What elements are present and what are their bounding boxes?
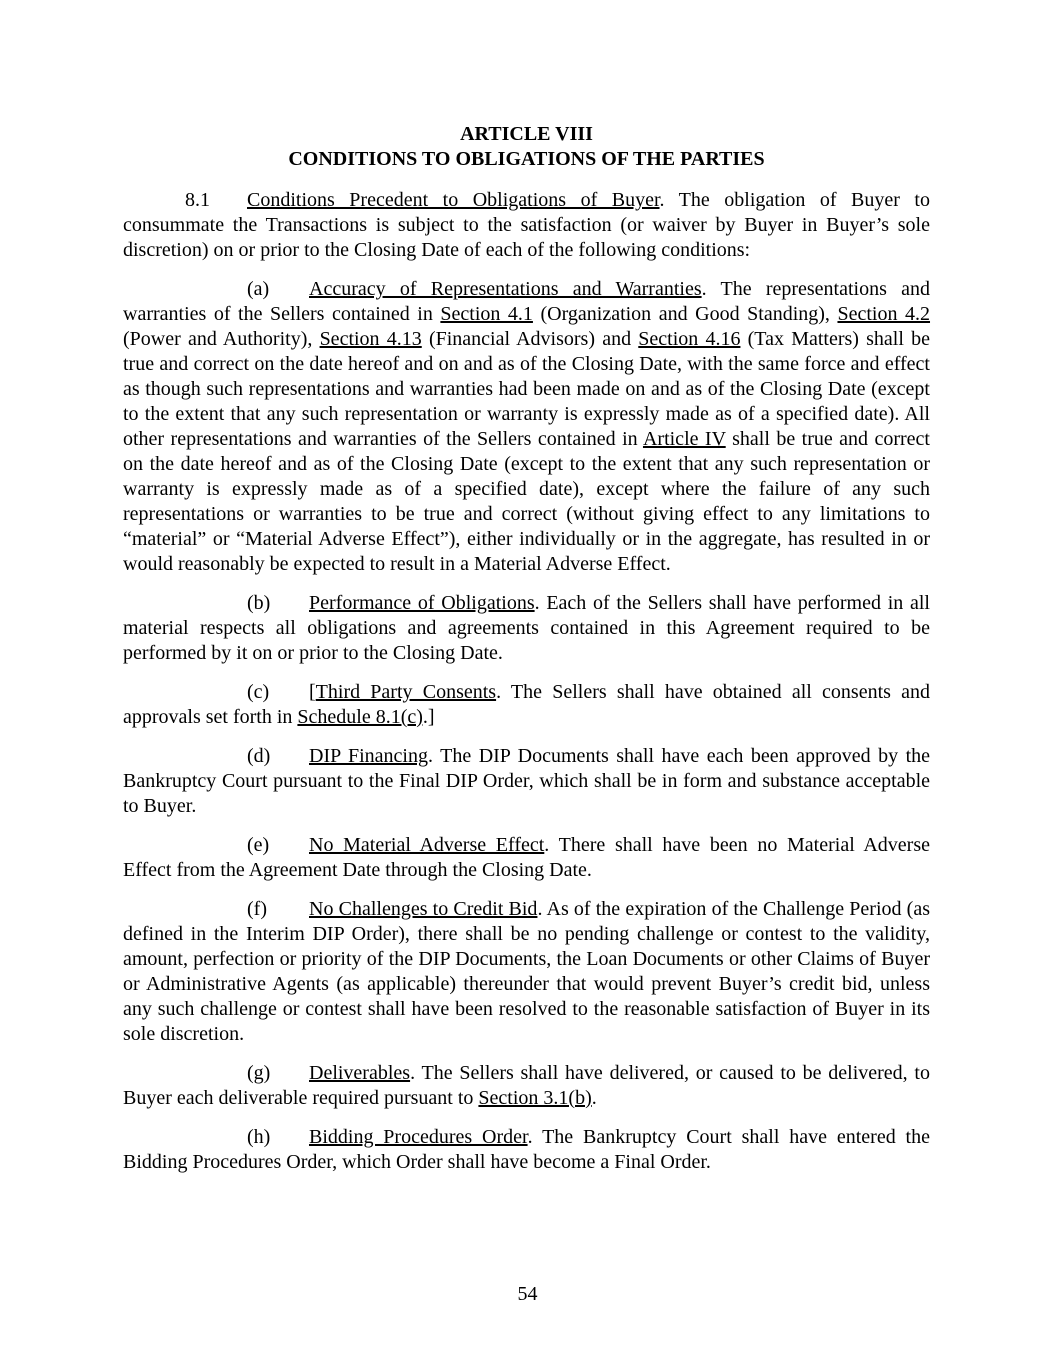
clause-heading: Bidding Procedures Order	[309, 1126, 528, 1148]
clause-heading: Accuracy of Representations and Warranties	[309, 278, 702, 300]
text-run: . There shall have been no Material Adverse Effect from the Agreement Date through the Closing Date.	[123, 834, 930, 881]
paragraph-label: (f)	[247, 898, 267, 920]
clause-heading: Performance of Obligations	[309, 592, 535, 614]
text-run: (Power and Authority),	[123, 328, 320, 350]
paragraph-e	[123, 833, 930, 883]
clause-heading: Conditions Precedent to Obligations of Buyer	[247, 189, 660, 211]
article-heading	[123, 122, 930, 172]
paragraph-d	[123, 744, 930, 819]
paragraph-label: (c)	[247, 681, 270, 703]
text-run: . The Bankruptcy Court shall have entered the Bidding Procedures Order, which Order shall have become a Final Order.	[123, 1126, 930, 1173]
clause-heading: No Challenges to Credit Bid	[309, 898, 538, 920]
cross-reference: Schedule 8.1(c)	[297, 706, 423, 728]
text-run: .]	[422, 706, 435, 728]
paragraph-label: (b)	[247, 592, 271, 614]
paragraph-c	[123, 680, 930, 730]
text-run: shall be true and correct on the date hereof and as of the Closing Date (except to the extent that any such representation or warranty is expressly made as of a specified date), except where the failure of any such representations or warranties to be true and correct (without giving effect to any limitations to “material” or “Material Adverse Effect”), either individually or in the aggregate, has resulted in or would reasonably be expected to result in a Material Adverse Effect.	[123, 428, 930, 575]
text-run: (Tax Matters) shall be true and correct on the date hereof and on and as of the Closing Date, with the same force and effect as though such representations and warranties had been made on and as of the Closing Date (except to the extent that any such representation or warranty is expressly made as of a specified date). All other representations and warranties of the Sellers contained in	[123, 328, 930, 450]
text-run: . The Sellers shall have delivered, or caused to be delivered, to Buyer each deliverable required pursuant to	[123, 1062, 930, 1109]
paragraph-g	[123, 1061, 930, 1111]
text-run: .	[591, 1087, 597, 1109]
text-run: . As of the expiration of the Challenge Period (as defined in the Interim DIP Order), there shall be no pending challenge or contest to the validity, amount, perfection or priority of the DIP Documents, the Loan Documents or other Claims of Buyer or Administrative Agents (as applicable) thereunder that would prevent Buyer’s credit bid, unless any such challenge or contest shall have been resolved to the reasonable satisfaction of Buyer in its sole discretion.	[123, 898, 930, 1045]
paragraph-a	[123, 277, 930, 577]
paragraph-8-1	[123, 188, 930, 263]
document-body	[123, 188, 930, 1175]
paragraph-label: (d)	[247, 745, 271, 767]
text-run: (Financial Advisors) and	[421, 328, 639, 350]
text-run: [	[309, 681, 316, 703]
cross-reference: Section 4.1	[440, 303, 533, 325]
cross-reference: Section 4.16	[638, 328, 741, 350]
text-run: . The Sellers shall have obtained all consents and approvals set forth in	[123, 681, 930, 728]
text-run: . The obligation of Buyer to consummate the Transactions is subject to the satisfaction (or waiver by Buyer in Buyer’s sole discretion) on or prior to the Closing Date of each of the following conditions:	[123, 189, 930, 261]
paragraph-h	[123, 1125, 930, 1175]
paragraph-f	[123, 897, 930, 1047]
text-run: . The representations and warranties of the Sellers contained in	[123, 278, 930, 325]
text-run: . The DIP Documents shall have each been approved by the Bankruptcy Court pursuant to the Final DIP Order, which shall be in form and substance acceptable to Buyer.	[123, 745, 930, 817]
paragraph-label: (g)	[247, 1062, 271, 1084]
article-number: ARTICLE VIII	[460, 123, 593, 145]
clause-heading: DIP Financing	[309, 745, 428, 767]
article-title: CONDITIONS TO OBLIGATIONS OF THE PARTIES	[288, 148, 765, 170]
paragraph-label: (a)	[247, 278, 270, 300]
text-run: . Each of the Sellers shall have performed in all material respects all obligations and agreements contained in this Agreement required to be performed by it on or prior to the Closing Date.	[123, 592, 930, 664]
paragraph-label: (e)	[247, 834, 270, 856]
text-run: (Organization and Good Standing),	[532, 303, 838, 325]
paragraph-b	[123, 591, 930, 666]
page-number: 54	[517, 1283, 538, 1305]
cross-reference: Article IV	[642, 428, 726, 450]
paragraph-label: 8.1	[185, 189, 210, 211]
cross-reference: Section 4.2	[837, 303, 931, 325]
cross-reference: Section 4.13	[319, 328, 422, 350]
clause-heading: Deliverables	[309, 1062, 411, 1084]
clause-heading: Third Party Consents	[315, 681, 497, 703]
clause-heading: No Material Adverse Effect	[309, 834, 545, 856]
cross-reference: Section 3.1(b)	[478, 1087, 592, 1109]
paragraph-label: (h)	[247, 1126, 271, 1148]
